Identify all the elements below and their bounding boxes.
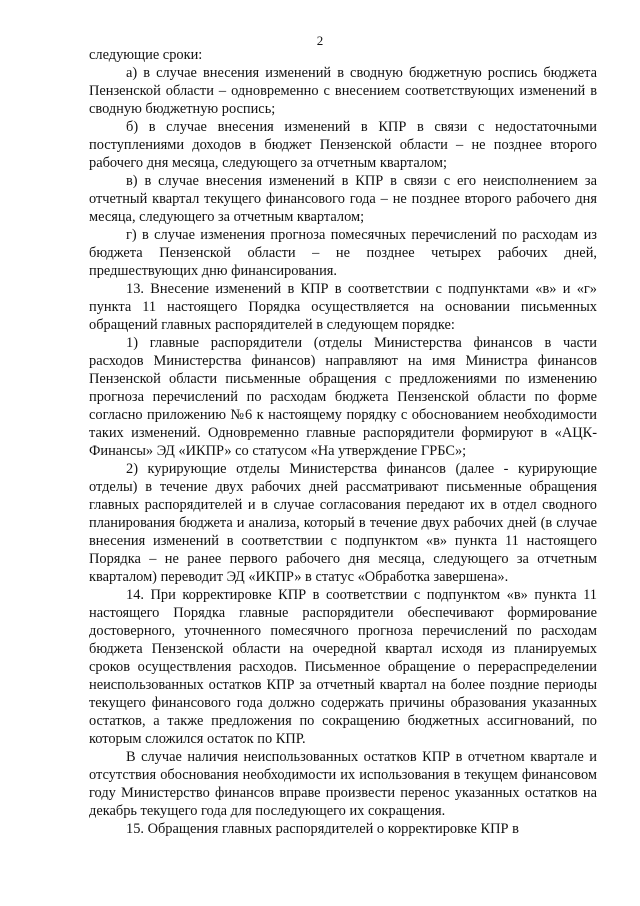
paragraph-section-14: 14. При корректировке КПР в соответствии с подпунктом «в» пункта 11 настоящего Порядка главные распорядители обеспечивают формирование достоверного, уточненного помесячного прогноза перечислений по расходам бюджета Пензенской области на очередной квартал исходя из планируемых сроков осуществления расходов. Письменное обращение о перераспределении неиспользованных остатков КПР за отчетный квартал на более поздние периоды текущего финансового года должно содержать причины образования указанных остатков, а также предложения по сокращению бюджетных ассигнований, по которым сложился остаток по КПР. [89, 587, 597, 747]
paragraph-item-g: г) в случае изменения прогноза помесячных перечислений по расходам из бюджета Пензенской области – не позднее четырех рабочих дней, предшествующих дню финансирования. [89, 227, 597, 279]
paragraph-section-14-note: В случае наличия неиспользованных остатков КПР в отчетном квартале и отсутствия обоснования необходимости их использования в текущем финансовом году Министерство финансов вправе произвести перенос указанных остатков на декабрь текущего года для последующего их сокращения. [89, 749, 597, 819]
paragraph-item-v: в) в случае внесения изменений в КПР в связи с его неисполнением за отчетный квартал текущего финансового года – не позднее второго рабочего дня месяца, следующего за отчетным кварталом; [89, 173, 597, 225]
paragraph-section-13: 13. Внесение изменений в КПР в соответствии с подпунктами «в» и «г» пункта 11 настоящего Порядка осуществляется на основании письменных обращений главных распорядителей в следующем порядке: [89, 281, 597, 333]
paragraph-item-a: а) в случае внесения изменений в сводную бюджетную роспись бюджета Пензенской области – одновременно с внесением соответствующих изменений в сводную бюджетную роспись; [89, 65, 597, 117]
paragraph-section-13-item-2: 2) курирующие отделы Министерства финансов (далее - курирующие отделы) в течение двух рабочих дней рассматривают письменные обращения главных распорядителей и в случае согласования передают их в отдел сводного планирования бюджета и анализа, который в течение двух рабочих дней (в случае внесения изменений в соответствии с подпунктом «в» пункта 11 настоящего Порядка – не ранее первого рабочего дня месяца, следующего за отчетным кварталом) переводит ЭД «ИКПР» в статус «Обработка завершена». [89, 461, 597, 585]
paragraph-section-13-item-1: 1) главные распорядители (отделы Министерства финансов в части расходов Министерства финансов) направляют на имя Министра финансов Пензенской области письменные обращения с предложениями по изменению прогноза перечислений по расходам бюджета Пензенской области по форме согласно приложению №6 к настоящему порядку с обоснованием необходимости таких изменений. Одновременно главные распорядители формируют в «АЦК-Финансы» ЭД «ИКПР» со статусом «На утверждение ГРБС»; [89, 335, 597, 459]
paragraph-intro: следующие сроки: [89, 47, 203, 63]
document-body [89, 46, 597, 838]
paragraph-section-15: 15. Обращения главных распорядителей о корректировке КПР в [126, 821, 519, 837]
paragraph-item-b: б) в случае внесения изменений в КПР в связи с недостаточными поступлениями доходов в бюджет Пензенской области – не позднее второго рабочего дня месяца, следующего за отчетным кварталом; [89, 119, 597, 171]
page-number: 2 [316, 33, 324, 48]
